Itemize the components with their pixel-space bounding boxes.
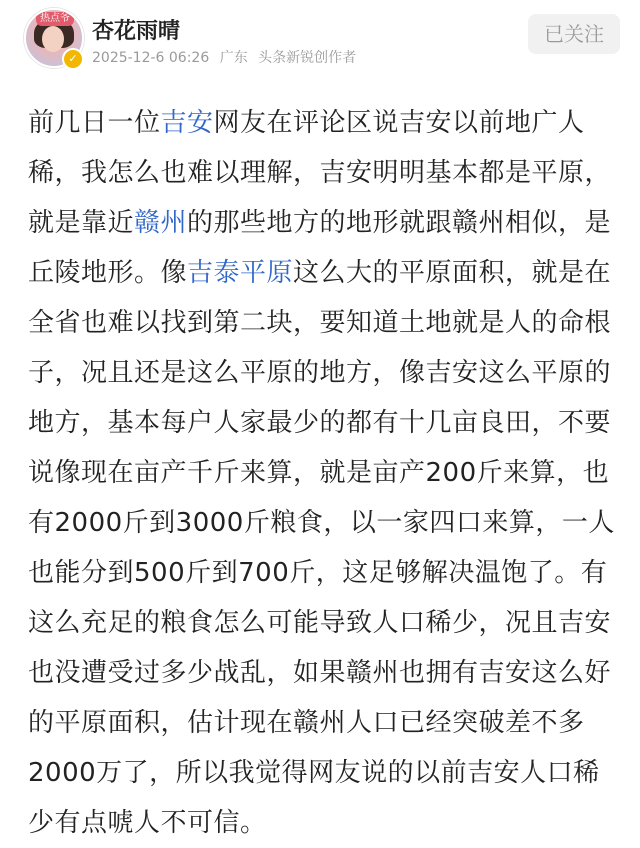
article-text: 的那些地方的地形就跟赣州相似，是丘陵地形。像 [28, 208, 612, 288]
article-keyword-link[interactable]: 吉泰平原 [187, 258, 294, 288]
author-type: 头条新锐创作者 [258, 50, 357, 66]
post-meta [92, 47, 362, 67]
article-text: 这么大的平原面积，就是在全省也难以找到第二块，要知道土地就是人的命根子，况且还是这么平原的地方，像吉安这么平原的地方，基本每户人家最少的都有十几亩良田，不要说像现在亩产千斤来算，就是亩产200斤来算，也有2000斤到3000斤粮食，以一家四口来算，一人也能分到500斤到700斤，这足够解决温饱了。有这么充足的粮食怎么可能导致人口稀少，况且吉安也没遭受过多少战乱，如果赣州也拥有吉安这么好的平原面积，估计现在赣州人口已经突破差不多2000万了，所以我觉得网友说的以前吉安人口稀少有点唬人不可信。 [28, 258, 615, 838]
article-keyword-link[interactable]: 吉安 [160, 108, 214, 138]
article-text: 网友在评论区说吉安以前地广人稀，我怎么也难以理解，吉安明明基本都是平原，就是靠近 [28, 108, 612, 238]
avatar-tag: 热点爷 [36, 12, 74, 26]
follow-button[interactable]: 已关注 [528, 14, 620, 54]
verified-badge-icon: ✓ [62, 48, 84, 70]
post-location: 广东 [219, 50, 248, 66]
post-date: 2025-12-6 06:26 [92, 50, 210, 66]
article-body [28, 98, 618, 848]
avatar-face [42, 26, 64, 52]
author-name[interactable]: 杏花雨晴 [92, 19, 181, 44]
post-header [0, 0, 640, 90]
article-keyword-link[interactable]: 赣州 [134, 208, 188, 238]
article-text: 前几日一位 [28, 108, 161, 138]
